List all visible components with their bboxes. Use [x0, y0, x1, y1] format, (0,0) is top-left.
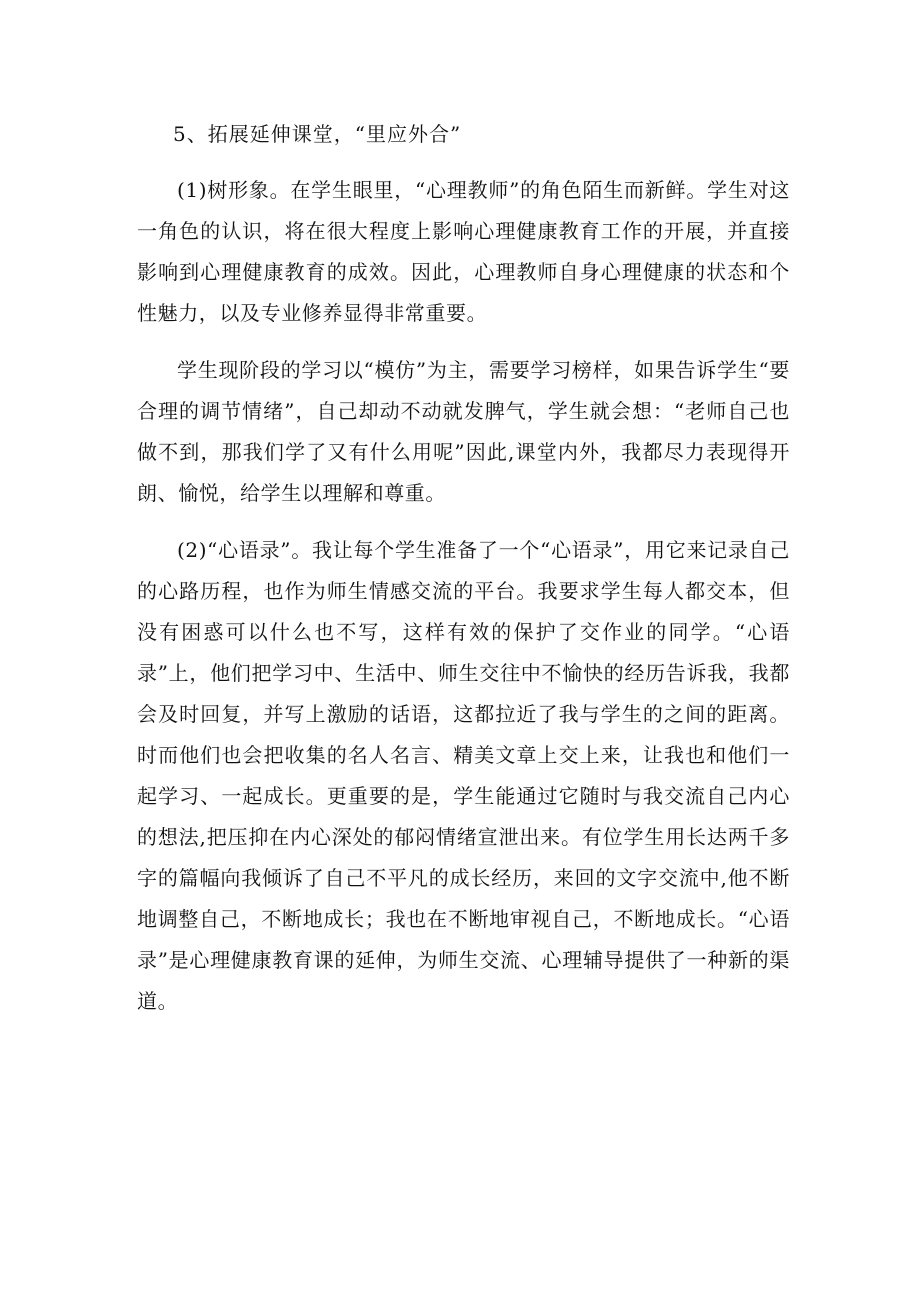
paragraph-role-model: 学生现阶段的学习以“模仿”为主，需要学习榜样，如果告诉学生“要合理的调节情绪”，自己却动不动就发脾气，学生就会想：“老师自己也做不到，那我们学了又有什么用呢”因此,课堂内外，我都尽力表现得开朗、愉悦，给学生以理解和尊重。	[137, 358, 790, 505]
paragraph-teacher-image: (1)树形象。在学生眼里，“心理教师”的角色陌生而新鲜。学生对这一角色的认识，将在很大程度上影响心理健康教育工作的开展，并直接影响到心理健康教育的成效。因此，心理教师自身心理健康的状态和个性魅力，以及专业修养显得非常重要。	[137, 178, 790, 325]
section-heading: 5、拓展延伸课堂，“里应外合”	[173, 122, 462, 146]
paragraph-heart-journal: (2)“心语录”。我让每个学生准备了一个“心语录”，用它来记录自己的心路历程，也作为师生情感交流的平台。我要求学生每人都交本，但没有困惑可以什么也不写，这样有效的保护了交作业的同学。“心语录”上，他们把学习中、生活中、师生交往中不愉快的经历告诉我，我都会及时回复，并写上激励的话语，这都拉近了我与学生的之间的距离。时而他们也会把收集的名人名言、精美文章上交上来，让我也和他们一起学习、一起成长。更重要的是，学生能通过它随时与我交流自己内心的想法,把压抑在内心深处的郁闷情绪宣泄出来。有位学生用长达两千多字的篇幅向我倾诉了自己不平凡的成长经历，来回的文字交流中,他不断地调整自己，不断地成长；我也在不断地审视自己，不断地成长。“心语录”是心理健康教育课的延伸，为师生交流、心理辅导提供了一种新的渠道。	[137, 538, 790, 1013]
document-body	[137, 116, 790, 1038]
